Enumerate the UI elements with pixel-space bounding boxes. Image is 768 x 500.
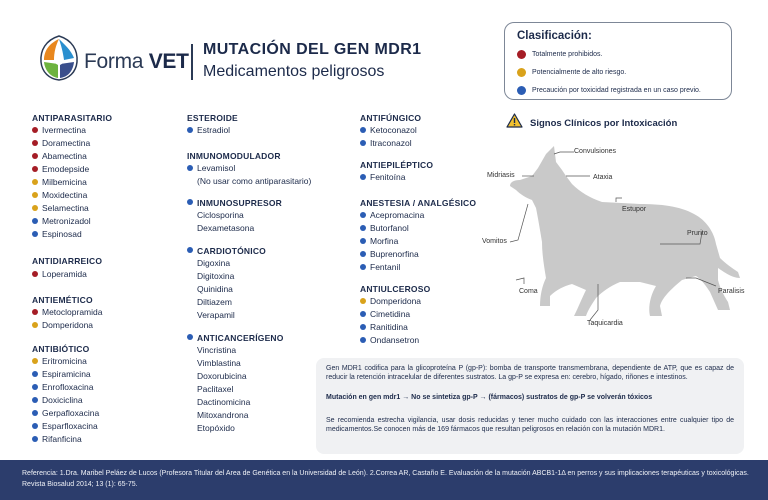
drug-item: Fenitoína <box>360 173 405 182</box>
drug-item: Espinosad <box>32 230 82 239</box>
drug-item: Etopóxido <box>197 423 235 433</box>
drug-item: Selamectina <box>32 204 89 213</box>
category-title-antiparasitario: ANTIPARASITARIO <box>32 113 113 123</box>
header-divider <box>191 44 193 80</box>
blue-dot-icon <box>187 199 193 205</box>
drug-item: Verapamil <box>197 310 235 320</box>
drug-item: Gerpafloxacina <box>32 409 99 418</box>
category-title-antiemetico: ANTIEMÉTICO <box>32 295 93 305</box>
blue-dot-icon <box>32 384 38 390</box>
drug-item: Dexametasona <box>197 223 255 233</box>
blue-dot-icon <box>32 423 38 429</box>
sign-label-coma: Coma <box>519 288 538 295</box>
drug-item: Vimblastina <box>197 358 241 368</box>
info-box <box>316 358 744 454</box>
blue-dot-icon <box>360 238 366 244</box>
drug-item: Ciclosporina <box>197 210 244 220</box>
blue-dot-icon <box>32 231 38 237</box>
drug-item: Dactinomicina <box>197 397 251 407</box>
drug-item: Quinidina <box>197 284 233 294</box>
footer-reference: Referencia: 1.Dra. Maribel Peláez de Lucos (Profesora Titular del Area de Genética en la Universidad de León). 2.Correa AR, Castaño E. Evaluación de la mutación ABCB1-1Δ en perros y sus implicaciones terapéuticas y toxicológicas. Revista Biosalud 2014; 13 (1): 65-75. <box>22 470 749 488</box>
legend-item-prohibited: Totalmente prohibidos. <box>517 50 602 59</box>
drug-item: Paclitaxel <box>197 384 234 394</box>
drug-item: Domperidona <box>32 321 93 330</box>
drug-item: Metronizadol <box>32 217 91 226</box>
signs-title: Signos Clínicos por Intoxicación <box>530 118 678 129</box>
category-title-esteroide: ESTEROIDE <box>187 113 238 123</box>
category-title-antiulceroso: ANTIULCEROSO <box>360 284 431 294</box>
warning-icon <box>506 113 523 128</box>
drug-item: Ondansetron <box>360 336 419 345</box>
drug-item: Ranitidina <box>360 323 408 332</box>
yellow-dot-icon <box>360 298 366 304</box>
sign-label-estupor: Estupor <box>622 206 647 213</box>
red-dot-icon <box>517 50 526 59</box>
info-paragraph-gene: Gen MDR1 codifica para la glicoproteína P (gp-P): bomba de transporte transmembrana, dependiente de ATP, que es capaz de reducir la retención intracelular de diferentes sustratos. La gp-P se expresa en: cerebro, hígado, riñones e intestinos. <box>326 365 734 382</box>
category-title-antidiarreico: ANTIDIARREICO <box>32 256 103 266</box>
legend-title: Clasificación: <box>517 30 592 42</box>
blue-dot-icon <box>360 225 366 231</box>
red-dot-icon <box>32 153 38 159</box>
category-title-anticancerigeno: ANTICANCERÍGENO <box>187 333 284 343</box>
red-dot-icon <box>32 271 38 277</box>
blue-dot-icon <box>32 397 38 403</box>
drug-item: Cimetidina <box>360 310 410 319</box>
drug-item: Eritromicina <box>32 357 87 366</box>
drug-item: Diltiazem <box>197 297 232 307</box>
category-title-antifungico: ANTIFÚNGICO <box>360 113 422 123</box>
blue-dot-icon <box>187 127 193 133</box>
blue-dot-icon <box>187 165 193 171</box>
sign-label-taquicardia: Taquicardia <box>587 320 623 327</box>
page-subtitle: Medicamentos peligrosos <box>203 63 385 80</box>
sign-label-prurito: Prurito <box>687 230 708 237</box>
category-title-anestesia: ANESTESIA / ANALGÉSICO <box>360 198 477 208</box>
yellow-dot-icon <box>32 192 38 198</box>
drug-item: Mitoxandrona <box>197 410 249 420</box>
drug-item: Moxidectina <box>32 191 87 200</box>
drug-item: Digitoxina <box>197 271 235 281</box>
red-dot-icon <box>32 166 38 172</box>
category-title-cardiotonico: CARDIOTÓNICO <box>187 246 266 256</box>
drug-item: Emodepside <box>32 165 89 174</box>
blue-dot-icon <box>360 264 366 270</box>
drug-item: Vincristina <box>197 345 237 355</box>
legend-item-high-risk: Potencialmente de alto riesgo. <box>517 68 626 77</box>
classification-legend <box>504 22 732 100</box>
drug-item: Ketoconazol <box>360 126 417 135</box>
blue-dot-icon <box>360 311 366 317</box>
info-paragraph-mutation: Mutación en gen mdr1 → No se sintetiza gp-P → (fármacos) sustratos de gp-P se volverán tóxicos <box>326 394 653 401</box>
red-dot-icon <box>32 127 38 133</box>
drug-item: Abamectina <box>32 152 87 161</box>
blue-dot-icon <box>32 218 38 224</box>
formavet-logo-icon <box>38 34 80 82</box>
brand-name: Forma VET <box>84 50 189 73</box>
drug-item: Doxiciclina <box>32 396 83 405</box>
drug-item: Doramectina <box>32 139 90 148</box>
category-title-antibiotico: ANTIBIÓTICO <box>32 344 90 354</box>
blue-dot-icon <box>360 324 366 330</box>
yellow-dot-icon <box>32 179 38 185</box>
category-title-inmunomodulador: INMUNOMODULADOR <box>187 151 281 161</box>
blue-dot-icon <box>517 86 526 95</box>
drug-item: Metoclopramida <box>32 308 102 317</box>
blue-dot-icon <box>187 247 193 253</box>
drug-item: Buprenorfina <box>360 250 419 259</box>
yellow-dot-icon <box>32 358 38 364</box>
drug-item: Ivermectina <box>32 126 86 135</box>
drug-item: Domperidona <box>360 297 421 306</box>
blue-dot-icon <box>360 212 366 218</box>
sign-label-paralisis: Paralisis <box>718 288 745 295</box>
blue-dot-icon <box>187 334 193 340</box>
category-title-inmunosupresor: INMUNOSUPRESOR <box>187 198 282 208</box>
drug-item: Enrofloxacina <box>32 383 94 392</box>
drug-item: Itraconazol <box>360 139 412 148</box>
drug-item: Morfina <box>360 237 398 246</box>
category-title-antiepileptico: ANTIEPILÉPTICO <box>360 160 434 170</box>
blue-dot-icon <box>360 337 366 343</box>
drug-item: Butorfanol <box>360 224 409 233</box>
yellow-dot-icon <box>517 68 526 77</box>
drug-item: Estradiol <box>187 126 230 135</box>
blue-dot-icon <box>360 127 366 133</box>
blue-dot-icon <box>32 371 38 377</box>
drug-item: Fentanil <box>360 263 400 272</box>
blue-dot-icon <box>32 410 38 416</box>
drug-item: Doxorubicina <box>197 371 247 381</box>
blue-dot-icon <box>360 174 366 180</box>
drug-item: Acepromacina <box>360 211 424 220</box>
drug-item: Digoxina <box>197 258 231 268</box>
drug-item: Rifanficina <box>32 435 82 444</box>
drug-note: (No usar como antiparasitario) <box>197 176 312 186</box>
sign-label-ataxia: Ataxia <box>593 174 613 181</box>
blue-dot-icon <box>32 436 38 442</box>
info-paragraph-recommendation: Se recomienda estrecha vigilancia, usar dosis reducidas y tener mucho cuidado con las interacciones entre cualquier tipo de medicamentos.Se conocen más de 169 fármacos que resultan peligrosos en relación con la mutación MDR1. <box>326 417 734 434</box>
drug-item: Levamisol <box>187 164 235 173</box>
blue-dot-icon <box>360 140 366 146</box>
drug-item: Esparfloxacina <box>32 422 98 431</box>
sign-label-convulsiones: Convulsiones <box>574 148 617 155</box>
drug-item: Espiramicina <box>32 370 91 379</box>
legend-item-caution: Precaución por toxicidad registrada en un caso previo. <box>517 86 701 95</box>
sign-label-midriasis: Midriasis <box>487 172 515 179</box>
page-title: MUTACIÓN DEL GEN MDR1 <box>203 41 422 58</box>
yellow-dot-icon <box>32 205 38 211</box>
drug-item: Loperamida <box>32 270 87 279</box>
drug-item: Milbemicina <box>32 178 87 187</box>
red-dot-icon <box>32 140 38 146</box>
sign-label-vomitos: Vomitos <box>482 238 507 245</box>
red-dot-icon <box>32 309 38 315</box>
footer <box>0 460 768 500</box>
blue-dot-icon <box>360 251 366 257</box>
yellow-dot-icon <box>32 322 38 328</box>
